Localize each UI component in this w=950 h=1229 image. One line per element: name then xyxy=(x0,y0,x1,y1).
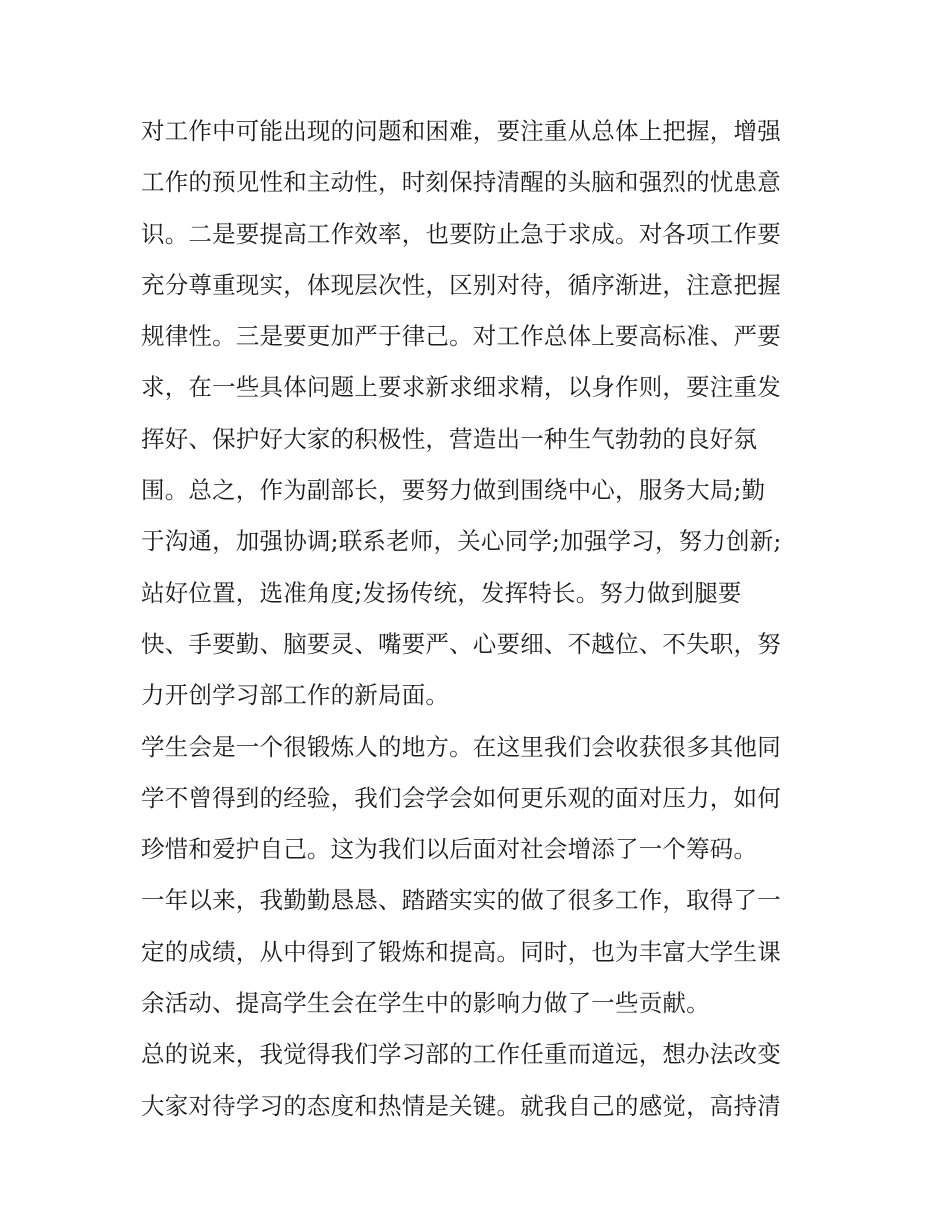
text-line: 快、手要勤、脑要灵、嘴要严、心要细、不越位、不失职，努 xyxy=(141,629,781,658)
text-line: 求，在一些具体问题上要求新求细求精，以身作则，要注重发 xyxy=(141,373,781,402)
text-line: 学生会是一个很锻炼人的地方。在这里我们会收获很多其他同 xyxy=(141,732,781,761)
text-line: 识。二是要提高工作效率，也要防止急于求成。对各项工作要 xyxy=(141,219,781,248)
text-line: 充分尊重现实，体现层次性，区别对待，循序渐进，注意把握 xyxy=(141,270,781,299)
text-line: 定的成绩，从中得到了锻炼和提高。同时，也为丰富大学生课 xyxy=(141,937,781,966)
text-line: 学不曾得到的经验，我们会学会如何更乐观的面对压力，如何 xyxy=(141,783,781,812)
text-line: 力开创学习部工作的新局面。 xyxy=(141,681,450,710)
text-line: 总的说来，我觉得我们学习部的工作任重而道远，想办法改变 xyxy=(141,1040,781,1069)
text-line: 站好位置，选准角度;发扬传统，发挥特长。努力做到腿要 xyxy=(141,578,742,607)
body-text xyxy=(141,106,831,1132)
text-line: 规律性。三是要更加严于律己。对工作总体上要高标准、严要 xyxy=(141,322,781,351)
text-line: 围。总之，作为副部长，要努力做到围绕中心，服务大局;勤 xyxy=(141,476,766,505)
text-line: 珍惜和爱护自己。这为我们以后面对社会增添了一个筹码。 xyxy=(141,835,758,864)
text-line: 工作的预见性和主动性，时刻保持清醒的头脑和强烈的忧患意 xyxy=(141,168,781,197)
text-line: 大家对待学习的态度和热情是关键。就我自己的感觉，高持清 xyxy=(141,1091,781,1120)
text-line: 一年以来，我勤勤恳恳、踏踏实实的做了很多工作，取得了一 xyxy=(141,886,781,915)
text-line: 挥好、保护好大家的积极性，营造出一种生气勃勃的良好氛 xyxy=(141,424,758,453)
text-line: 对工作中可能出现的问题和困难，要注重从总体上把握，增强 xyxy=(141,117,781,145)
text-line: 余活动、提高学生会在学生中的影响力做了一些贡献。 xyxy=(141,989,710,1018)
text-line: 于沟通，加强协调;联系老师，关心同学;加强学习，努力创新; xyxy=(141,527,782,556)
